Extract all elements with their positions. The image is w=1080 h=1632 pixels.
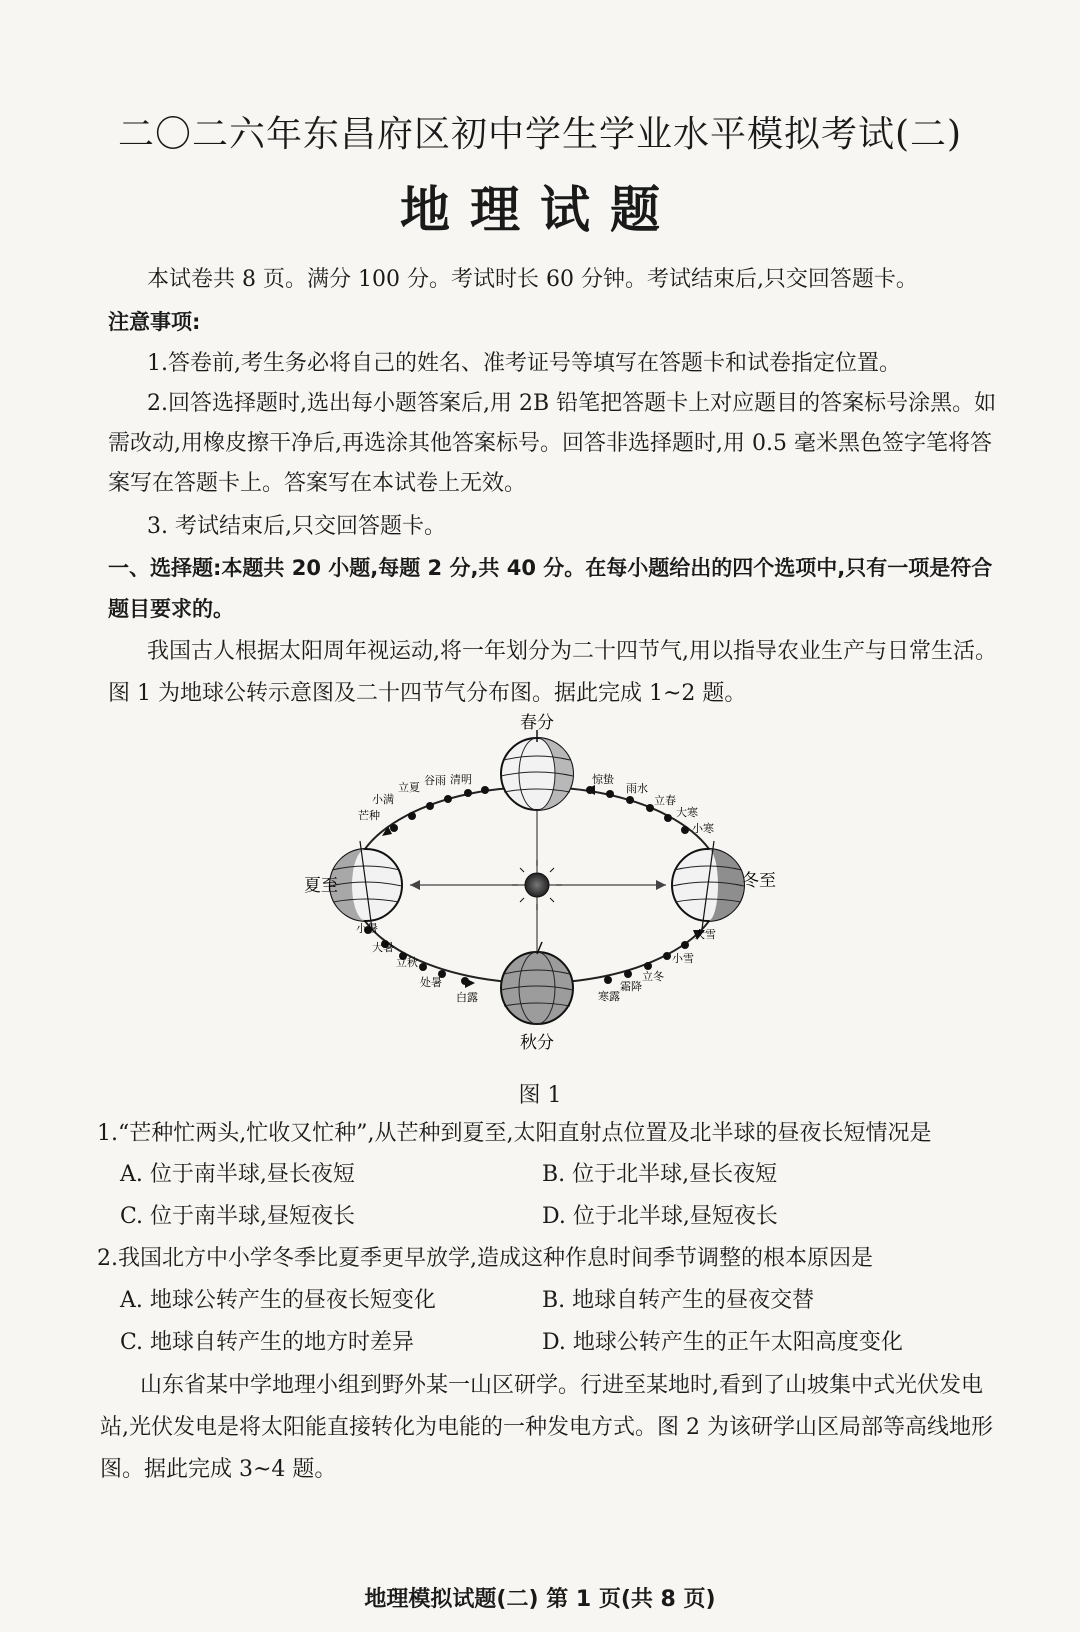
passage-1-line-1: 我国古人根据太阳周年视运动,将一年划分为二十四节气,用以指导农业生产与日常生活。 [147,639,997,664]
label-guyu: 谷雨 [424,774,446,787]
label-qiufen: 秋分 [520,1033,554,1053]
intro-text: 本试卷共 8 页。满分 100 分。考试时长 60 分钟。考试结束后,只交回答题卡。 [147,267,918,292]
note-item-3: 3. 考试结束后,只交回答题卡。 [147,514,446,539]
axis-arrow-right [656,880,666,890]
label-chunfen: 春分 [520,713,554,733]
note-item-2-line-3: 案写在答题卡上。答案写在本试卷上无效。 [108,471,527,496]
label-liqiu: 立秋 [396,956,418,969]
subject-title: 地理试题 [400,181,680,239]
label-lixia: 立夏 [398,781,420,794]
passage-2-line-3: 图。据此完成 3~4 题。 [100,1457,337,1482]
question-2-option-a: A. 地球公转产生的昼夜长短变化 [120,1288,436,1313]
orbit-arrow-bottom [465,978,475,988]
note-item-2-line-2: 需改动,用橡皮擦干净后,再选涂其他答案标号。回答非选择题时,用 0.5 毫米黑色签字笔将答 [108,431,992,456]
note-item-2-line-1: 2.回答选择题时,选出每小题答案后,用 2B 铅笔把答题卡上对应题目的答案标号涂黑。如 [147,391,997,416]
section-1-heading-line-1: 一、选择题:本题共 20 小题,每题 2 分,共 40 分。在每小题给出的四个选项中,只有一项是符合 [108,556,993,580]
question-2-option-d: D. 地球公转产生的正午太阳高度变化 [542,1330,903,1355]
label-dahan: 大寒 [676,806,698,819]
label-xiaoman: 小满 [372,793,394,806]
label-jingzhe: 惊蛰 [592,773,614,786]
passage-1-line-2: 图 1 为地球公转示意图及二十四节气分布图。据此完成 1~2 题。 [108,681,747,706]
label-qingming: 清明 [450,773,472,786]
earth-globe-dongzhi [672,841,744,929]
page-footer: 地理模拟试题(二) 第 1 页(共 8 页) [364,1587,716,1612]
label-yushui: 雨水 [626,782,648,795]
axis-arrow-left [410,880,420,890]
passage-2-line-1: 山东省某中学地理小组到野外某一山区研学。行进至某地时,看到了山坡集中式光伏发电 [140,1373,983,1398]
question-2-option-c: C. 地球自转产生的地方时差异 [120,1330,415,1355]
earth-globe-qiufen [501,942,573,1024]
note-item-1: 1.答卷前,考生务必将自己的姓名、准考证号等填写在答题卡和试卷指定位置。 [147,351,901,376]
question-1-option-c: C. 位于南半球,昼短夜长 [120,1204,356,1229]
label-xiaoxue: 小雪 [672,952,694,965]
label-daxue: 大雪 [694,928,716,941]
label-bailu: 白露 [456,991,478,1004]
figure-1-earth-revolution-diagram [290,708,810,1068]
section-1-heading-line-2: 题目要求的。 [108,597,234,621]
label-xiaohan: 小寒 [692,822,714,835]
question-2-option-b: B. 地球自转产生的昼夜交替 [542,1288,815,1313]
label-chushu: 处暑 [420,976,442,989]
earth-globe-chunfen [501,730,573,810]
question-1-stem: 1.“芒种忙两头,忙收又忙种”,从芒种到夏至,太阳直射点位置及北半球的昼夜长短情况是 [97,1121,932,1146]
label-dashu: 大暑 [372,941,394,954]
passage-2-line-2: 站,光伏发电是将太阳能直接转化为电能的一种发电方式。图 2 为该研学山区局部等高线地形 [100,1415,993,1440]
question-1-option-b: B. 位于北半球,昼长夜短 [542,1162,778,1187]
notes-heading: 注意事项: [108,310,201,334]
question-1-option-d: D. 位于北半球,昼短夜长 [542,1204,778,1229]
figure-1-caption: 图 1 [518,1083,562,1108]
label-xiaoshu: 小暑 [356,922,378,935]
label-dongzhi: 冬至 [742,871,776,891]
label-lichun: 立春 [654,794,676,807]
question-2-stem: 2.我国北方中小学冬季比夏季更早放学,造成这种作息时间季节调整的根本原因是 [97,1246,873,1271]
label-shuangjiang: 霜降 [620,980,642,993]
label-mangzhong: 芒种 [358,809,380,822]
label-lidong: 立冬 [642,970,664,983]
question-1-option-a: A. 位于南半球,昼长夜短 [120,1162,355,1187]
label-xiazhi: 夏至 [304,876,338,896]
exam-title: 二〇二六年东昌府区初中学生学业水平模拟考试(二) [117,114,963,155]
label-hanlu: 寒露 [598,990,620,1003]
revolution-svg [290,708,810,1068]
earth-globe-xiazhi [330,841,402,929]
